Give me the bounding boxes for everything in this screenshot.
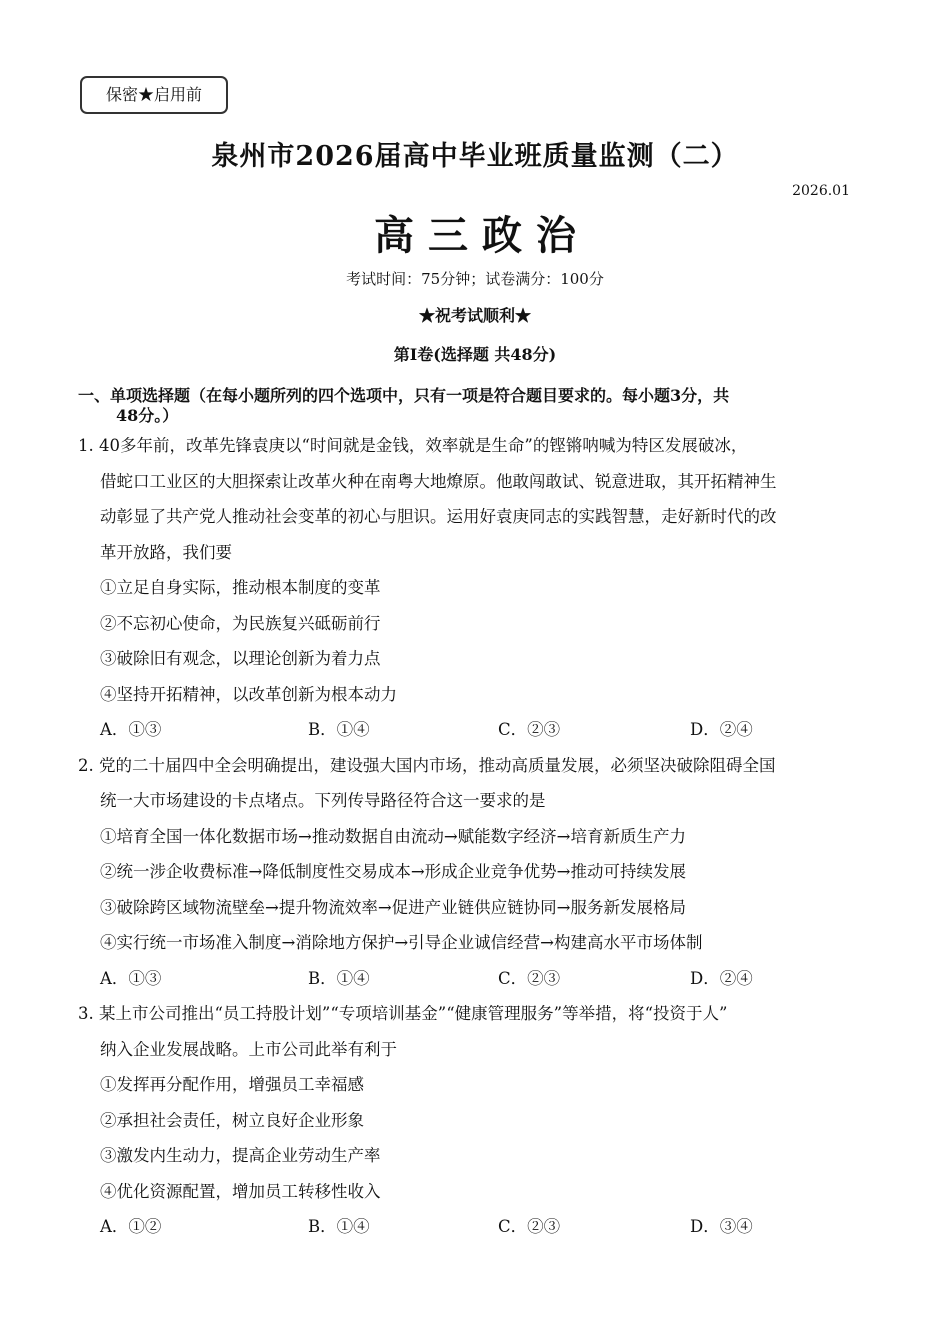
good-luck-line: ★祝考试顺利★ xyxy=(418,306,531,325)
statement-1: ①发挥再分配作用，增强员工幸福感 xyxy=(100,1075,364,1094)
question-list xyxy=(78,428,878,1245)
choice-d: D．③④ xyxy=(690,1217,753,1236)
exam-date: 2026.01 xyxy=(792,183,850,199)
instructions-line-2: 48分。） xyxy=(116,406,179,425)
choice-b: B．①④ xyxy=(308,968,370,988)
statement-3: ③激发内生动力，提高企业劳动生产率 xyxy=(100,1146,381,1165)
statement-2: ②不忘初心使命，为民族复兴砥砺前行 xyxy=(100,613,381,633)
instructions-line-1: 一、单项选择题（在每小题所列的四个选项中，只有一项是符合题目要求的。每小题3分，共 xyxy=(78,386,730,405)
choice-b: B．①④ xyxy=(308,720,370,739)
choice-d: D．②④ xyxy=(690,720,753,739)
page-title: 泉州市2026届高中毕业班质量监测（二） xyxy=(211,141,739,172)
stem-line: 纳入企业发展战略。上市公司此举有利于 xyxy=(100,1039,397,1059)
statement-3: ③破除旧有观念，以理论创新为着力点 xyxy=(100,649,381,668)
confidential-label: 保密★启用前 xyxy=(80,76,228,114)
statement-4: ④坚持开拓精神，以改革创新为根本动力 xyxy=(100,684,397,704)
question-stem xyxy=(78,996,878,1067)
statement-3: ③破除跨区域物流壁垒→提升物流效率→促进产业链供应链协同→服务新发展格局 xyxy=(100,897,686,917)
choice-a: A．①③ xyxy=(100,720,162,739)
stem-line: 统一大市场建设的卡点堵点。下列传导路径符合这一要求的是 xyxy=(100,791,546,810)
question-2 xyxy=(78,748,878,997)
answer-choices xyxy=(78,961,878,997)
stem-line: 1. 40多年前，改革先锋袁庚以“时间就是金钱，效率就是生命”的铿锵呐喊为特区发展破冰， xyxy=(78,436,748,455)
stem-line: 2. 党的二十届四中全会明确提出，建设强大国内市场，推动高质量发展，必须坚决破除阻碍全国 xyxy=(78,755,776,775)
subject-heading: 高三政治 xyxy=(374,212,590,259)
statement-1: ①立足自身实际，推动根本制度的变革 xyxy=(100,578,381,597)
section-title: 第Ⅰ卷(选择题 共48分) xyxy=(393,345,557,364)
choice-b: B．①④ xyxy=(308,1217,370,1236)
question-3 xyxy=(78,996,878,1245)
stem-line: 革开放路，我们要 xyxy=(100,542,232,562)
choice-c: C．②③ xyxy=(498,1217,561,1236)
stem-line: 借蛇口工业区的大胆探索让改革火种在南粤大地燎原。他敢闯敢试、锐意进取，其开拓精神生 xyxy=(100,471,777,491)
choice-c: C．②③ xyxy=(498,968,561,988)
exam-info: 考试时间：75分钟；试卷满分：100分 xyxy=(346,270,604,288)
question-stem xyxy=(78,748,878,819)
choice-a: A．①③ xyxy=(100,968,162,988)
choice-c: C．②③ xyxy=(498,720,561,739)
statement-4: ④优化资源配置，增加员工转移性收入 xyxy=(100,1181,381,1201)
choice-a: A．①② xyxy=(100,1217,162,1236)
question-1 xyxy=(78,428,878,748)
stem-line: 动彰显了共产党人推动社会变革的初心与胆识。运用好袁庚同志的实践智慧，走好新时代的改 xyxy=(100,507,777,526)
statement-4: ④实行统一市场准入制度→消除地方保护→引导企业诚信经营→构建高水平市场体制 xyxy=(100,933,703,952)
answer-choices xyxy=(78,712,878,748)
statement-2: ②统一涉企收费标准→降低制度性交易成本→形成企业竞争优势→推动可持续发展 xyxy=(100,862,686,881)
answer-choices xyxy=(78,1209,878,1245)
instructions xyxy=(78,386,878,426)
question-stem xyxy=(78,428,878,570)
choice-d: D．②④ xyxy=(690,968,753,988)
stem-line: 3. 某上市公司推出“员工持股计划”“专项培训基金”“健康管理服务”等举措，将“投资于人” xyxy=(78,1004,728,1023)
statement-2: ②承担社会责任，树立良好企业形象 xyxy=(100,1110,364,1130)
statement-1: ①培育全国一体化数据市场→推动数据自由流动→赋能数字经济→培育新质生产力 xyxy=(100,826,686,846)
